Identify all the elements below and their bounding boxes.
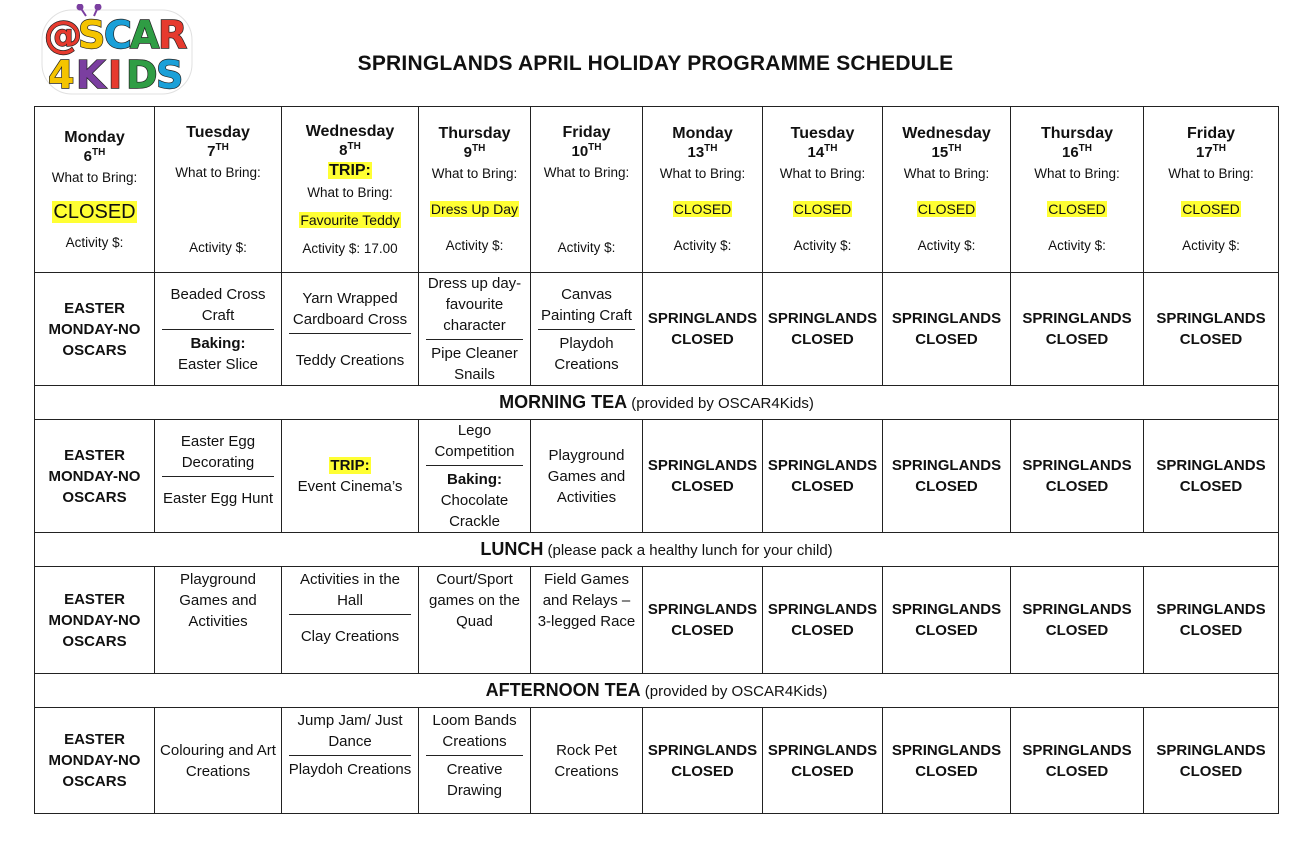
springlands-closed-cell: SPRINGLANDS CLOSED <box>1144 273 1279 386</box>
springlands-closed-cell: SPRINGLANDS CLOSED <box>883 708 1011 814</box>
activity-item: Lego Competition <box>434 422 515 460</box>
springlands-closed-cell: SPRINGLANDS CLOSED <box>643 567 763 674</box>
day-header-mon-6 <box>35 107 155 273</box>
day-header-fri-10 <box>531 107 643 273</box>
activity-item: Yarn Wrapped Cardboard Cross <box>292 289 408 328</box>
band-title: AFTERNOON TEA <box>485 679 641 700</box>
activity-cell-wed-8 <box>282 420 419 533</box>
springlands-closed-cell: SPRINGLANDS CLOSED <box>1011 708 1144 814</box>
activity-item: Event Cinema’s <box>297 478 403 495</box>
activity-cell-fri-10 <box>531 567 643 674</box>
band-note: (provided by OSCAR4Kids) <box>644 682 828 700</box>
closed-badge: CLOSED <box>673 201 732 217</box>
session-row-late-afternoon <box>35 708 1279 814</box>
activity-item: Rock Pet Creations <box>554 741 619 780</box>
day-header-tue-14 <box>763 107 883 273</box>
day-date: 14TH <box>807 143 838 161</box>
morning-tea-band <box>35 386 1279 420</box>
day-header-wed-8 <box>282 107 419 273</box>
svg-text:D: D <box>126 53 158 97</box>
what-to-bring-label: What to Bring: <box>307 184 393 200</box>
activity-cost-label: Activity $: <box>673 238 732 253</box>
activity-item: Court/Sport games on the Quad <box>429 571 520 630</box>
springlands-closed-cell: SPRINGLANDS CLOSED <box>1011 567 1144 674</box>
activity-cell-tue-7 <box>155 708 282 814</box>
day-name: Friday <box>562 123 611 141</box>
springlands-closed-cell: SPRINGLANDS CLOSED <box>763 273 883 386</box>
day-header-mon-13 <box>643 107 763 273</box>
activity-item: Playdoh Creations <box>288 761 412 778</box>
activity-cell-wed-8 <box>282 567 419 674</box>
closed-badge: CLOSED <box>793 201 852 217</box>
session-row-morning <box>35 273 1279 386</box>
day-date: 6TH <box>83 146 106 165</box>
band-title: LUNCH <box>480 538 544 559</box>
activity-item: Playground Games and Activities <box>179 571 257 630</box>
header-row <box>35 107 1279 273</box>
springlands-closed-cell: SPRINGLANDS CLOSED <box>1144 567 1279 674</box>
activity-item: Playdoh Creations <box>554 334 619 373</box>
day-name: Wednesday <box>902 125 991 142</box>
activity-cell-thu-9 <box>419 420 531 533</box>
activity-cell-fri-10 <box>531 273 643 386</box>
what-to-bring-label: What to Bring: <box>659 166 746 181</box>
day-name: Thursday <box>438 125 511 142</box>
activity-item: Clay Creations <box>300 628 400 645</box>
easter-monday-cell: EASTER MONDAY-NO OSCARS <box>35 420 155 533</box>
activity-cell-tue-7 <box>155 420 282 533</box>
what-to-bring-label: What to Bring: <box>543 164 630 180</box>
activity-cell-thu-9 <box>419 273 531 386</box>
page-title: SPRINGLANDS APRIL HOLIDAY PROGRAMME SCHEDULE <box>357 52 954 75</box>
day-header-tue-7 <box>155 107 282 273</box>
day-name: Wednesday <box>305 122 395 140</box>
svg-text:S: S <box>156 53 184 97</box>
activity-subtitle: Baking: <box>446 471 502 488</box>
activity-item: Loom Bands Creations <box>432 712 517 750</box>
closed-badge: CLOSED <box>917 201 976 217</box>
session-row-midday <box>35 420 1279 533</box>
day-name: Tuesday <box>186 123 250 141</box>
svg-text:S: S <box>78 13 106 57</box>
day-name: Friday <box>1186 125 1235 142</box>
activity-item: Colouring and Art Creations <box>160 741 276 780</box>
activity-cell-tue-7 <box>155 273 282 386</box>
day-header-fri-17 <box>1144 107 1279 273</box>
schedule-table <box>34 106 1279 814</box>
springlands-closed-cell: SPRINGLANDS CLOSED <box>1144 420 1279 533</box>
trip-label: TRIP: <box>330 457 370 474</box>
svg-text:@: @ <box>44 13 82 57</box>
springlands-closed-cell: SPRINGLANDS CLOSED <box>1011 273 1144 386</box>
day-date: 8TH <box>339 140 361 159</box>
activity-cost-label: Activity $: <box>1182 238 1240 253</box>
svg-text:R: R <box>158 13 188 57</box>
band-note: (provided by OSCAR4Kids) <box>631 394 814 412</box>
springlands-closed-cell: SPRINGLANDS CLOSED <box>883 567 1011 674</box>
closed-badge: CLOSED <box>53 200 136 223</box>
oscar4kids-logo <box>38 4 200 98</box>
activity-cost-label: Activity $: 17.00 <box>302 240 398 256</box>
springlands-closed-cell: SPRINGLANDS CLOSED <box>643 420 763 533</box>
springlands-closed-cell: SPRINGLANDS CLOSED <box>643 708 763 814</box>
day-date: 7TH <box>207 141 229 160</box>
springlands-closed-cell: SPRINGLANDS CLOSED <box>1144 708 1279 814</box>
svg-text:A: A <box>130 13 160 57</box>
svg-text:K: K <box>76 53 106 97</box>
svg-text:I: I <box>108 53 123 97</box>
activity-cell-thu-9 <box>419 567 531 674</box>
springlands-closed-cell: SPRINGLANDS CLOSED <box>763 567 883 674</box>
what-to-bring-label: What to Bring: <box>1034 166 1120 181</box>
activity-item: Playground Games and Activities <box>547 446 626 506</box>
activity-cell-thu-9 <box>419 708 531 814</box>
activity-item: Dress up day- favourite character <box>427 275 522 334</box>
day-header-thu-16 <box>1011 107 1144 273</box>
springlands-closed-cell: SPRINGLANDS CLOSED <box>643 273 763 386</box>
what-to-bring-label: What to Bring: <box>175 164 261 180</box>
activity-item: Easter Egg Hunt <box>162 490 274 507</box>
activity-cell-tue-7 <box>155 567 282 674</box>
band-note: (please pack a healthy lunch for your child) <box>547 541 833 559</box>
activity-item: Jump Jam/ Just Dance <box>297 712 403 750</box>
activity-item: Creative Drawing <box>446 761 503 799</box>
day-name: Thursday <box>1040 125 1113 142</box>
activity-cell-fri-10 <box>531 708 643 814</box>
day-date: 17TH <box>1195 143 1227 161</box>
activity-item: Teddy Creations <box>295 351 405 369</box>
activity-item: Canvas Painting Craft <box>541 285 632 324</box>
activity-item: Pipe Cleaner Snails <box>431 345 518 383</box>
activity-item: Chocolate Crackle <box>440 492 509 530</box>
day-name: Monday <box>672 125 733 142</box>
activity-item: Easter Egg Decorating <box>180 433 256 471</box>
day-date: 15TH <box>931 143 962 161</box>
afternoon-tea-band <box>35 674 1279 708</box>
day-date: 9TH <box>463 143 486 161</box>
day-name: Tuesday <box>790 125 855 142</box>
bring-item: Favourite Teddy <box>300 211 400 228</box>
day-name: Monday <box>64 128 125 146</box>
what-to-bring-label: What to Bring: <box>779 166 866 181</box>
svg-text:4: 4 <box>48 53 75 97</box>
springlands-closed-cell: SPRINGLANDS CLOSED <box>883 273 1011 386</box>
activity-subtitle: Baking: <box>190 334 246 352</box>
activity-item: Field Games and Relays – 3-legged Race <box>537 571 636 630</box>
activity-cost-label: Activity $: <box>793 238 852 253</box>
what-to-bring-label: What to Bring: <box>903 166 990 181</box>
closed-badge: CLOSED <box>1182 201 1240 217</box>
activity-cost-label: Activity $: <box>445 238 504 253</box>
session-row-afternoon <box>35 567 1279 674</box>
closed-badge: CLOSED <box>1048 201 1106 217</box>
activity-item: Activities in the Hall <box>299 571 401 609</box>
activity-item: Easter Slice <box>177 355 259 373</box>
svg-text:C: C <box>104 13 132 57</box>
what-to-bring-label: What to Bring: <box>431 166 518 181</box>
activity-cost-label: Activity $: <box>557 239 616 255</box>
activity-cell-fri-10 <box>531 420 643 533</box>
springlands-closed-cell: SPRINGLANDS CLOSED <box>1011 420 1144 533</box>
activity-cell-wed-8 <box>282 708 419 814</box>
activity-cost-label: Activity $: <box>189 239 247 255</box>
springlands-closed-cell: SPRINGLANDS CLOSED <box>763 708 883 814</box>
easter-monday-cell: EASTER MONDAY-NO OSCARS <box>35 273 155 386</box>
day-header-thu-9 <box>419 107 531 273</box>
activity-item: Beaded Cross Craft <box>170 285 266 324</box>
springlands-closed-cell: SPRINGLANDS CLOSED <box>763 420 883 533</box>
easter-monday-cell: EASTER MONDAY-NO OSCARS <box>35 567 155 674</box>
day-date: 13TH <box>687 143 718 161</box>
day-date: 16TH <box>1061 143 1093 161</box>
band-title: MORNING TEA <box>499 391 628 412</box>
day-header-wed-15 <box>883 107 1011 273</box>
lunch-band <box>35 533 1279 567</box>
activity-cell-wed-8 <box>282 273 419 386</box>
springlands-closed-cell: SPRINGLANDS CLOSED <box>883 420 1011 533</box>
trip-label: TRIP: <box>329 161 371 179</box>
day-date: 10TH <box>571 141 602 160</box>
activity-cost-label: Activity $: <box>917 238 976 253</box>
what-to-bring-label: What to Bring: <box>51 169 138 185</box>
activity-cost-label: Activity $: <box>1048 238 1106 253</box>
bring-item: Dress Up Day <box>430 201 519 217</box>
activity-cost-label: Activity $: <box>65 234 124 250</box>
easter-monday-cell: EASTER MONDAY-NO OSCARS <box>35 708 155 814</box>
what-to-bring-label: What to Bring: <box>1168 166 1254 181</box>
